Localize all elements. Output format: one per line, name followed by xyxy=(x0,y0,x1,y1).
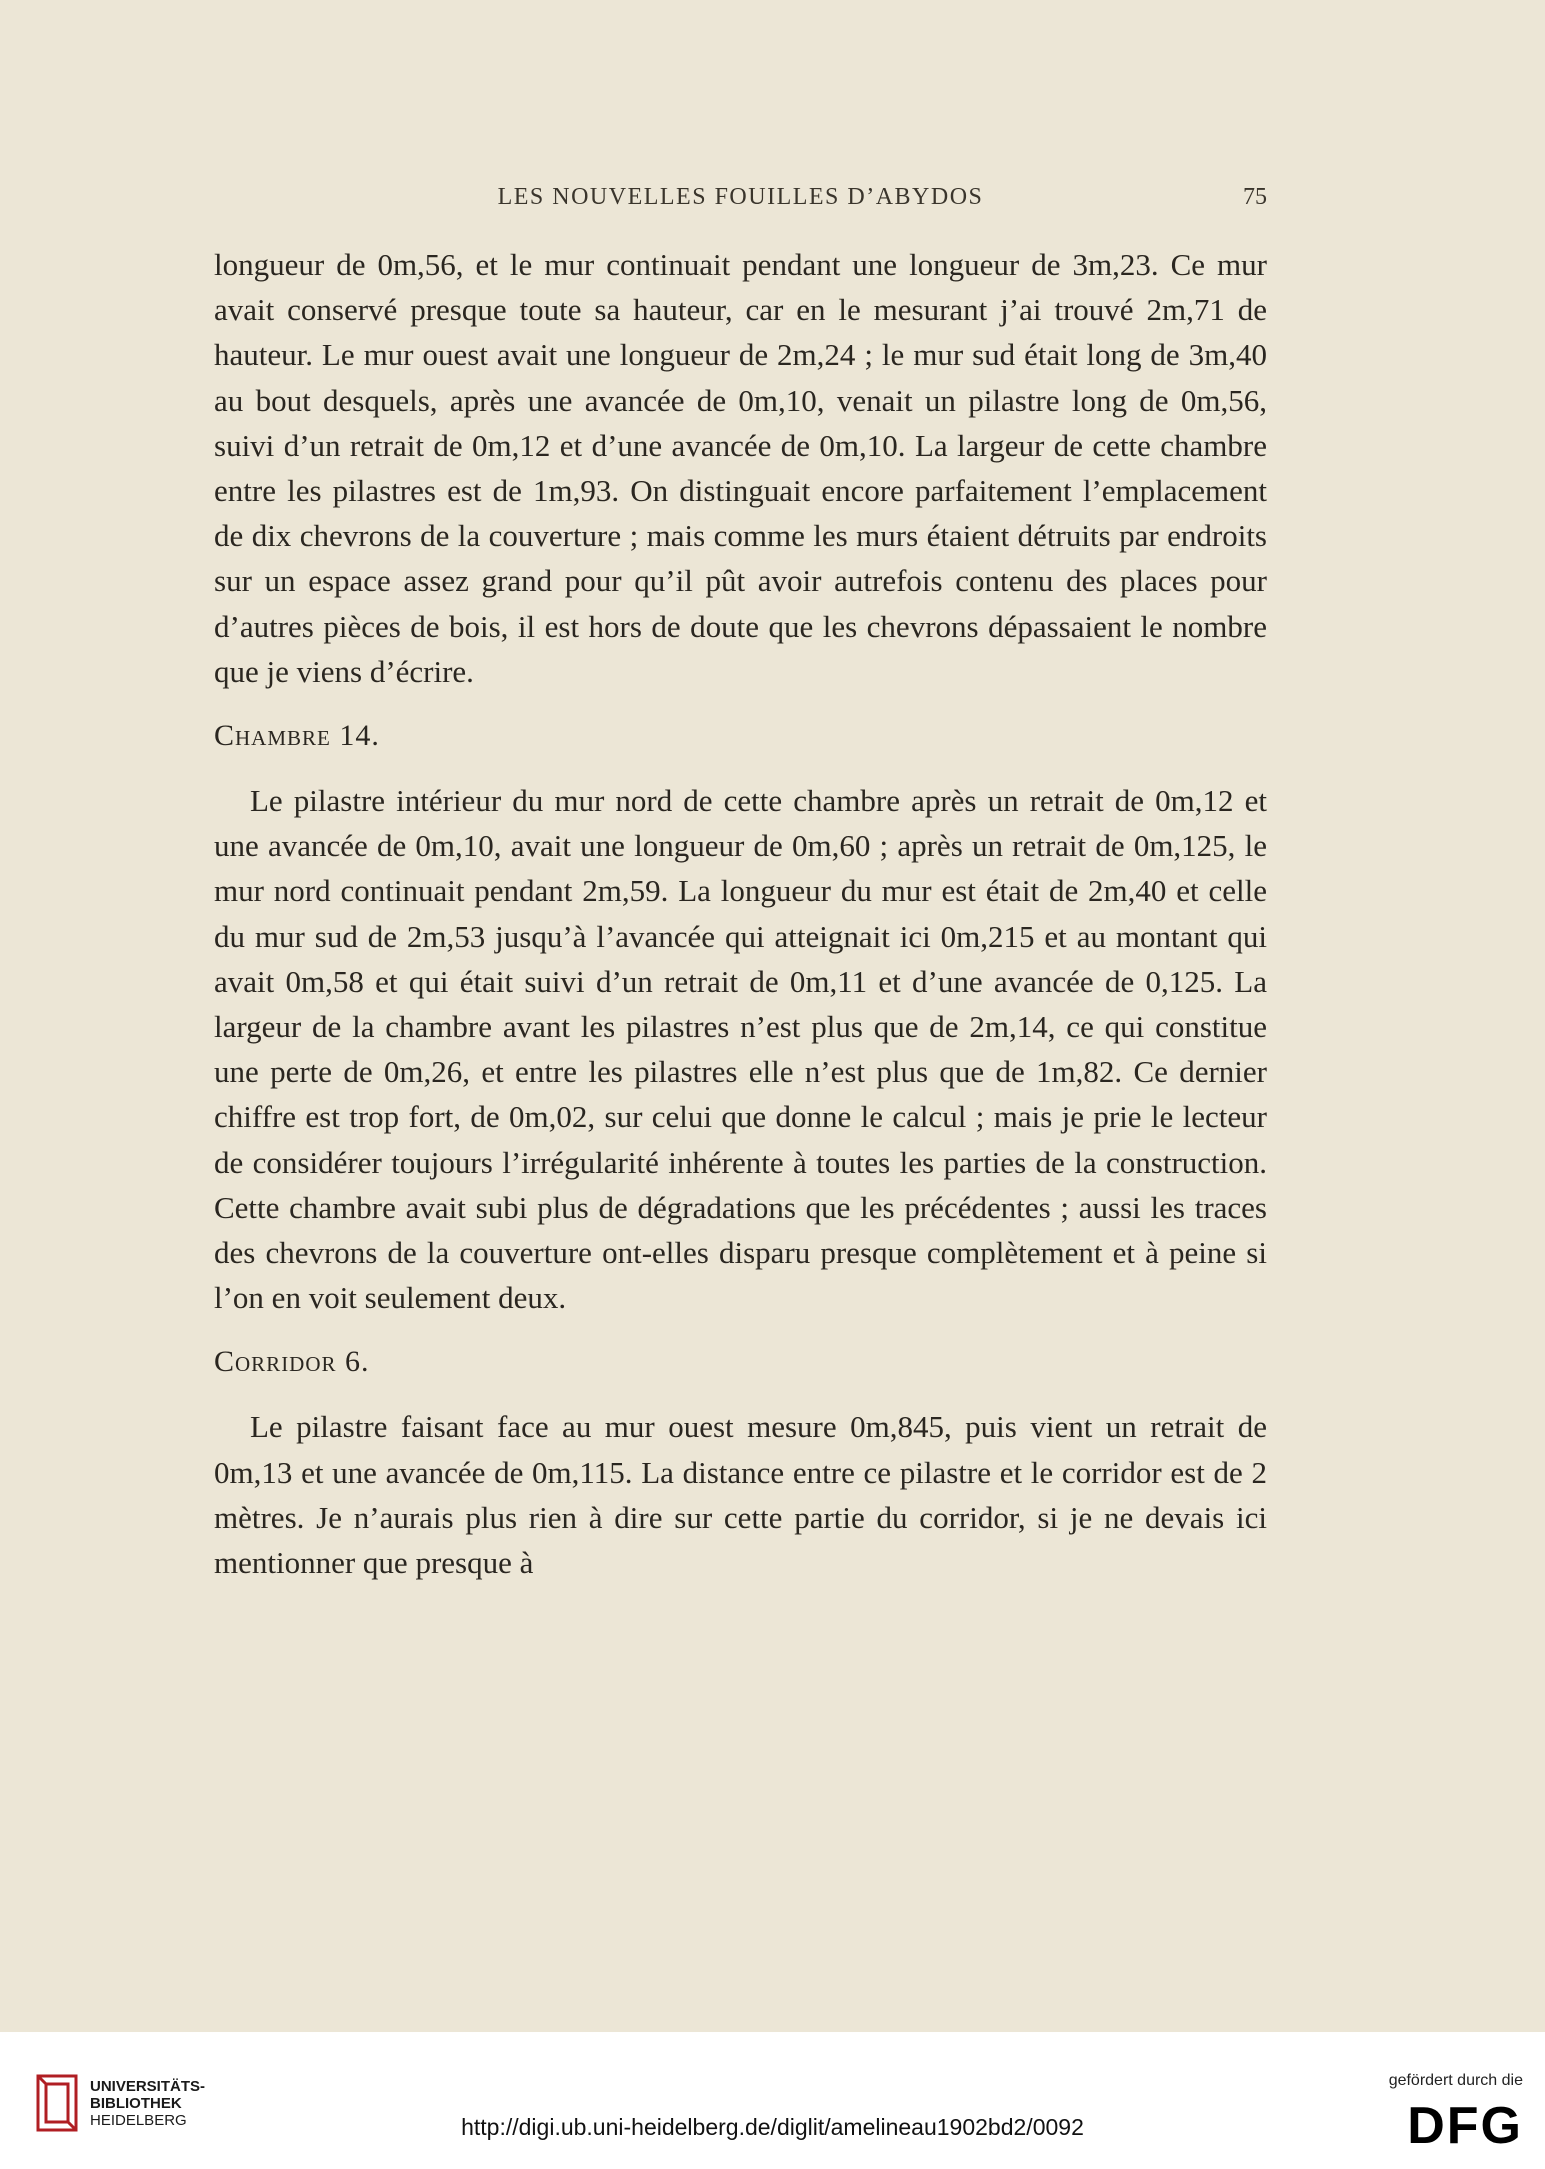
page-body xyxy=(214,242,1267,1585)
library-line-3: HEIDELBERG xyxy=(90,2112,187,2129)
page-number: 75 xyxy=(1243,184,1267,210)
paragraph-2: Le pilastre intérieur du mur nord de cette chambre après un retrait de 0m,12 et une avancée de 0m,10, avait une longueur de 0m,60 ; après un retrait de 0m,125, le mur nord continuait pendant 2m,59. La longueur du mur est était de 2m,40 et celle du mur sud de 2m,53 jusqu’à l’avancée qui atteignait ici 0m,215 et au montant qui avait 0m,58 et qui était suivi d’un retrait de 0m,11 et d’une avancée de 0,125. La largeur de la chambre avant les pilastres n’est plus que de 2m,14, ce qui constitue une perte de 0m,26, et entre les pilastres elle n’est plus que de 1m,82. Ce dernier chiffre est trop fort, de 0m,02, sur celui que donne le calcul ; mais je prie le lecteur de considérer toujours l’irrégularité inhérente à toutes les parties de la construction. Cette chambre avait subi plus de dégradations que les précédentes ; aussi les traces des chevrons de la couverture ont-elles disparu presque complètement et à peine si l’on en voit seulement deux. xyxy=(214,783,1267,1316)
funded-by-label: gefördert durch die xyxy=(1388,2072,1523,2089)
viewer-footer xyxy=(0,2032,1545,2169)
permalink-url[interactable]: http://digi.ub.uni-heidelberg.de/diglit/amelineau1902bd2/0092 xyxy=(461,2114,1084,2140)
running-title: LES NOUVELLES FOUILLES D’ABYDOS xyxy=(497,184,984,210)
paragraph-3: Le pilastre faisant face au mur ouest mesure 0m,845, puis vient un retrait de 0m,13 et une avancée de 0m,115. La distance entre ce pilastre et le corridor est de 2 mètres. Je n’aurais plus rien à dire sur cette partie du corridor, si je ne devais ici mentionner que presque à xyxy=(214,1409,1267,1581)
library-line-1: UNIVERSITÄTS- xyxy=(90,2078,206,2095)
section-heading-chambre-14: Chambre 14. xyxy=(214,719,380,753)
running-header xyxy=(214,184,1267,218)
dfg-logo: DFG xyxy=(1407,2097,1523,2155)
section-heading-corridor-6: Corridor 6. xyxy=(214,1345,370,1379)
library-line-2: BIBLIOTHEK xyxy=(90,2095,182,2112)
paragraph-1: longueur de 0m,56, et le mur continuait pendant une longueur de 3m,23. Ce mur avait conservé presque toute sa hauteur, car en le mesurant j’ai trouvé 2m,71 de hauteur. Le mur ouest avait une longueur de 2m,24 ; le mur sud était long de 3m,40 au bout desquels, après une avancée de 0m,10, venait un pilastre long de 0m,56, suivi d’un retrait de 0m,12 et d’une avancée de 0m,10. La largeur de cette chambre entre les pilastres est de 1m,93. On distinguait encore parfaitement l’emplacement de dix chevrons de la couverture ; mais comme les murs étaient détruits par endroits sur un espace assez grand pour qu’il pût avoir autrefois contenu des places pour d’autres pièces de bois, il est hors de doute que les chevrons dépassaient le nombre que je viens d’écrire. xyxy=(214,247,1267,689)
